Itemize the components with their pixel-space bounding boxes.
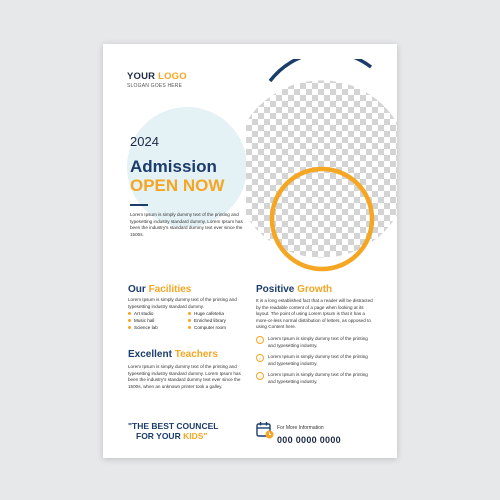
facility-item — [128, 318, 188, 323]
photo-frame — [246, 59, 397, 279]
facility-item — [188, 318, 248, 323]
growth-title — [256, 284, 332, 295]
quote-line-2-accent: KIDS" — [183, 431, 208, 441]
calendar-icon — [256, 421, 274, 439]
growth-text: It is a long established fact that a reader will be distracted by the readable content of a page when looking at its layout. The point of using Lorem Ipsum is that it has a more-or-less normal distribution of letters, as opposed to using Content here. — [256, 298, 373, 329]
facilities-title-accent: Facilities — [148, 284, 192, 295]
title-admission: Admission — [130, 157, 217, 176]
navy-ring — [270, 59, 371, 81]
check-icon: ✓ — [256, 336, 264, 344]
title-underline — [130, 204, 148, 206]
growth-item-text: Lorem Ipsum is simply dummy text of the printing and typesetting industry. — [268, 336, 368, 348]
facility-item — [128, 325, 188, 330]
orange-ring — [272, 169, 372, 269]
facility-label: Art studio — [134, 311, 154, 316]
facilities-text: Lorem Ipsum is simply dummy text of the printing and typesetting industry standard dummy. — [128, 297, 237, 309]
facility-label: Computer room — [194, 325, 226, 330]
facilities-list — [128, 311, 248, 330]
teachers-text: Lorem Ipsum is simply dummy text of the printing and typesetting industry standard dummy. Lorem Ipsum has been the industry's standard dummy text ever since the 1500s, when an unknown printer took a galley. — [128, 364, 241, 389]
facility-label: Huge cafeteria — [194, 311, 224, 316]
facilities-title-main: Our — [128, 284, 146, 295]
logo — [127, 71, 187, 89]
year: 2024 — [130, 134, 159, 149]
growth-list — [256, 336, 374, 385]
logo-accent-word: LOGO — [158, 71, 187, 82]
teachers-title — [128, 349, 218, 360]
growth-item — [256, 354, 374, 367]
admission-flyer — [103, 44, 397, 458]
quote-line-2-main: FOR YOUR — [136, 431, 181, 441]
phone-number: 000 0000 0000 — [277, 435, 341, 445]
facility-label: Science lab — [134, 325, 158, 330]
bullet-icon — [128, 312, 131, 315]
facilities-title — [128, 284, 191, 295]
facility-label: Music hall — [134, 318, 155, 323]
teachers-title-accent: Teachers — [174, 349, 218, 360]
bullet-icon — [128, 326, 131, 329]
logo-slogan: SLOGAN GOES HERE — [127, 83, 183, 89]
growth-item — [256, 336, 374, 349]
more-info-label: For More Information — [277, 425, 324, 431]
facility-item — [128, 311, 188, 316]
check-icon: ✓ — [256, 372, 264, 380]
growth-title-main: Positive — [256, 284, 295, 295]
title-open-now: OPEN NOW — [130, 176, 225, 195]
growth-item — [256, 372, 374, 385]
teachers-title-main: Excellent — [128, 349, 172, 360]
frame-rings — [246, 59, 397, 279]
growth-item-text: Lorem Ipsum is simply dummy text of the printing and typesetting industry. — [268, 372, 368, 384]
bullet-icon — [188, 326, 191, 329]
quote-line-2 — [128, 431, 218, 441]
facility-item — [188, 325, 248, 330]
logo-main-word: YOUR — [127, 71, 156, 82]
facility-label: Enriched library — [194, 318, 226, 323]
bullet-icon — [128, 319, 131, 322]
intro-text: Lorem Ipsum is simply dummy text of the printing and typesetting industry standard dummy. Lorem Ipsum has been the industry's standard dummy text ever since the 1500s. — [130, 212, 243, 237]
check-icon: ✓ — [256, 354, 264, 362]
quote-line-1: "THE BEST COUNCEL — [128, 421, 219, 431]
bullet-icon — [188, 319, 191, 322]
tagline-quote — [128, 421, 218, 441]
growth-title-accent: Growth — [297, 284, 333, 295]
growth-item-text: Lorem Ipsum is simply dummy text of the printing and typesetting industry. — [268, 354, 368, 366]
bullet-icon — [188, 312, 191, 315]
facility-item — [188, 311, 248, 316]
logo-text — [127, 71, 187, 82]
